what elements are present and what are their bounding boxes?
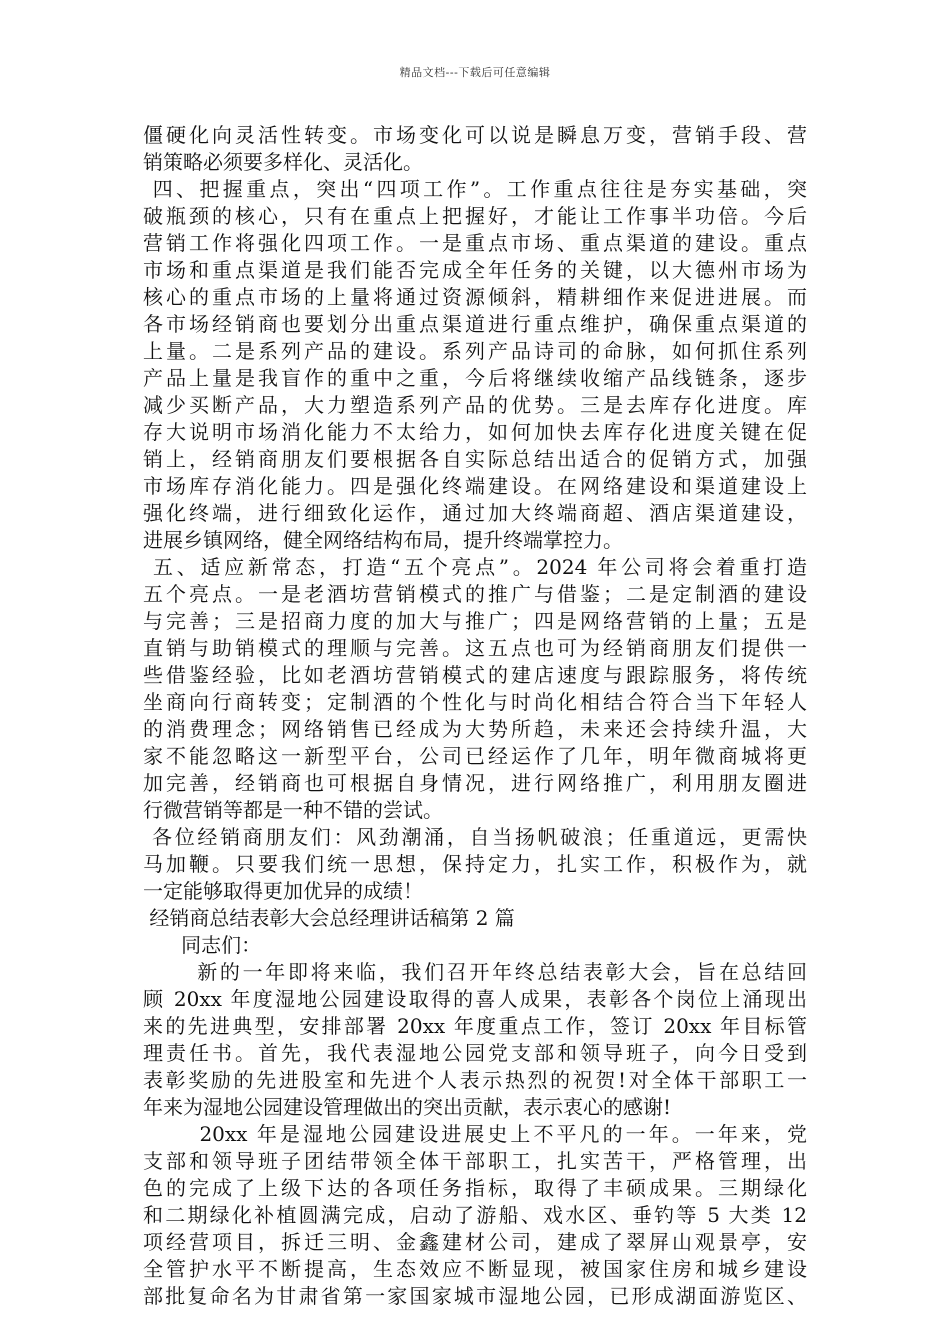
text-line: 色的完成了上级下达的各项任务指标，取得了丰硕成果。三期绿化 bbox=[143, 1176, 807, 1200]
text-line: 加完善，经销商也可根据自身情况，进行网络推广，利用朋友圈进 bbox=[143, 771, 807, 795]
text-line: 全管护水平不断提高，生态效应不断显现，被国家住房和城乡建设 bbox=[143, 1257, 807, 1281]
text-line: 与完善；三是招商力度的加大与推广；四是网络营销的上量；五是 bbox=[143, 609, 807, 633]
text-line: 各市场经销商也要划分出重点渠道进行重点维护，确保重点渠道的 bbox=[143, 312, 807, 336]
text-line: 存大说明市场消化能力不太给力，如何加快去库存化进度关键在促 bbox=[143, 420, 807, 444]
text-line: 和二期绿化补植圆满完成，启动了游船、戏水区、垂钓等 5 大类 12 bbox=[143, 1203, 807, 1227]
text-line: 直销与助销模式的理顺与完善。这五点也可为经销商朋友们提供一 bbox=[143, 636, 807, 660]
text-line: 20xx 年是湿地公园建设进展史上不平凡的一年。一年来，党 bbox=[143, 1122, 807, 1146]
text-line: 部批复命名为甘肃省第一家国家城市湿地公园，已形成湖面游览区、 bbox=[143, 1284, 807, 1308]
text-line: 表彰奖励的先进股室和先进个人表示热烈的祝贺!对全体干部职工一 bbox=[143, 1068, 807, 1092]
text-line: 营销工作将强化四项工作。一是重点市场、重点渠道的建设。重点 bbox=[143, 231, 807, 255]
text-line: 销策略必须要多样化、灵活化。 bbox=[143, 150, 423, 174]
text-line: 理责任书。首先，我代表湿地公园党支部和领导班子，向今日受到 bbox=[143, 1041, 807, 1065]
text-line: 的消费理念；网络销售已经成为大势所趋，未来还会持续升温，大 bbox=[143, 717, 807, 741]
text-line: 家不能忽略这一新型平台，公司已经运作了几年，明年微商城将更 bbox=[143, 744, 807, 768]
text-line: 各位经销商朋友们：风劲潮涌，自当扬帆破浪；任重道远，更需快 bbox=[143, 825, 807, 849]
text-line: 强化终端，进行细致化运作，通过加大终端商超、酒店渠道建设， bbox=[143, 501, 807, 525]
text-line: 四、把握重点，突出“四项工作”。工作重点往往是夯实基础，突 bbox=[143, 177, 807, 201]
text-line: 上量。二是系列产品的建设。系列产品诗司的命脉，如何抓住系列 bbox=[143, 339, 807, 363]
text-line: 经销商总结表彰大会总经理讲话稿第 2 篇 bbox=[143, 906, 515, 930]
text-line: 市场库存消化能力。四是强化终端建设。在网络建设和渠道建设上 bbox=[143, 474, 807, 498]
document-body bbox=[143, 122, 807, 1310]
text-line: 减少买断产品，大力塑造系列产品的优势。三是去库存化进度。库 bbox=[143, 393, 807, 417]
text-line: 支部和领导班子团结带领全体干部职工，扎实苦干，严格管理，出 bbox=[143, 1149, 807, 1173]
text-line: 同志们： bbox=[143, 933, 262, 957]
text-line: 进展乡镇网络，健全网络结构布局，提升终端掌控力。 bbox=[143, 528, 623, 552]
text-line: 核心的重点市场的上量将通过资源倾斜，精耕细作来促进进展。而 bbox=[143, 285, 807, 309]
text-line: 马加鞭。只要我们统一思想，保持定力，扎实工作，积极作为，就 bbox=[143, 852, 807, 876]
text-line: 五、适应新常态，打造“五个亮点”。2024 年公司将会着重打造 bbox=[143, 555, 807, 579]
text-line: 僵硬化向灵活性转变。市场变化可以说是瞬息万变，营销手段、营 bbox=[143, 123, 807, 147]
text-line: 顾 20xx 年度湿地公园建设取得的喜人成果，表彰各个岗位上涌现出 bbox=[143, 987, 807, 1011]
text-line: 年来为湿地公园建设管理做出的突出贡献，表示衷心的感谢! bbox=[143, 1095, 672, 1119]
text-line: 销上，经销商朋友们要根据各自实际总结出适合的促销方式，加强 bbox=[143, 447, 807, 471]
page-header: 精品文档---下载后可任意编辑 bbox=[399, 66, 551, 79]
text-line: 五个亮点。一是老酒坊营销模式的推广与借鉴；二是定制酒的建设 bbox=[143, 582, 807, 606]
text-line: 市场和重点渠道是我们能否完成全年任务的关键，以大德州市场为 bbox=[143, 258, 807, 282]
text-line: 来的先进典型，安排部署 20xx 年度重点工作，签订 20xx 年目标管 bbox=[143, 1014, 807, 1038]
text-line: 项经营项目，拆迁三明、金鑫建材公司，建成了翠屏山观景亭，安 bbox=[143, 1230, 807, 1254]
text-line: 行微营销等都是一种不错的尝试。 bbox=[143, 798, 443, 822]
text-line: 产品上量是我盲作的重中之重，今后将继续收缩产品线链条，逐步 bbox=[143, 366, 807, 390]
text-line: 新的一年即将来临，我们召开年终总结表彰大会，旨在总结回 bbox=[143, 960, 807, 984]
text-line: 些借鉴经验，比如老酒坊营销模式的建店速度与跟踪服务，将传统 bbox=[143, 663, 807, 687]
text-line: 坐商向行商转变；定制酒的个性化与时尚化相结合符合当下年轻人 bbox=[143, 690, 807, 714]
text-line: 破瓶颈的核心，只有在重点上把握好，才能让工作事半功倍。今后 bbox=[143, 204, 807, 228]
text-line: 一定能够取得更加优异的成绩！ bbox=[143, 879, 423, 903]
